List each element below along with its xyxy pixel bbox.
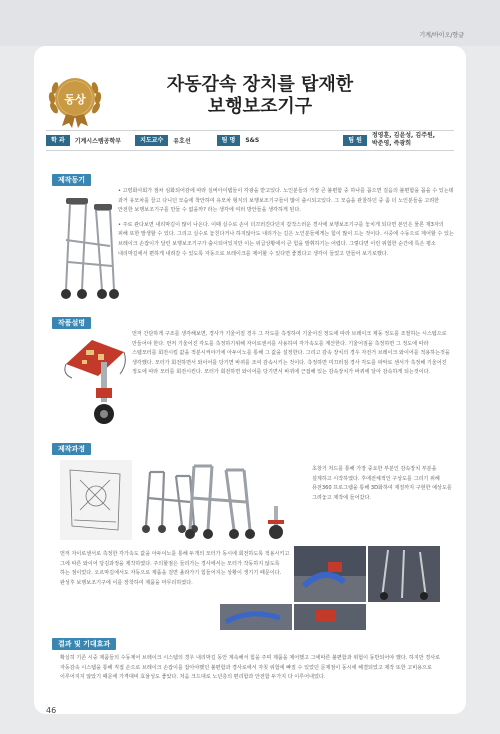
section-heading-description: 작품설명 <box>52 317 91 329</box>
award-label: 동상 <box>64 93 86 106</box>
motivation-text <box>118 187 454 259</box>
assembly-photo-2 <box>368 546 440 602</box>
section-heading-results: 결과 및 기대효과 <box>52 638 116 650</box>
assembly-photo-1 <box>294 546 366 602</box>
advisor-value: 유호선 <box>173 137 191 145</box>
section-heading-process: 제작과정 <box>52 443 91 455</box>
members-line-1: 정영훈, 김윤성, 김주원, <box>371 132 436 139</box>
title-line-2: 보행보조기구 <box>207 96 313 117</box>
page-number: 46 <box>46 706 57 715</box>
top-band <box>0 0 500 46</box>
motivation-paragraph-2: • 주로 관다보면 내리막길이 많이 나온다. 이때 실수로 손이 더끄러진다던지 갑작스러운 경사에 보행보조기구를 놓치게 되다면 본인은 물론 제3자의 피해 또한 발생할 수 있다. 그리고 실수로 놓친다거나 하지않아도 내리가는 길은 노인분들에게는 힘이 많이 드는 것이다. 시중에 수동으로 제어할 수 있는 브레이크 손잡이가 달린 보행보조기구가 출시되어있지만 이는 위급상황에서 큰 힘을 발휘하기는 어렵다. 그렇다면 이런 위험한 순간에 특은 평소 내리막길에서 편하게 내려갈 수 있도록 자동으로 브레이크를 제어할 수 있다면 좋겠다고 생각이 들었고 만들어 보기로했다. <box>118 221 454 257</box>
members-line-2: 박준영, 즉광희 <box>371 140 412 147</box>
3d-model-large <box>180 462 256 540</box>
description-paragraph-1: 먼저 간단하게 구조를 생각해보면, 경사가 기울어질 경우 그 각도를 측정하여 기울어진 정도에 따라 브레이크 제동 정도를 조절하는 시스템으로 만들어야 한다. 먼저 기울어진 각도를 측정하기위해 자이로센서를 사용하여 각가속도를 계산한다. 기울어짐을 측정하면 그 정도에 따라 스텝모터를 회전시킬 값을 적분시켜야기에 아두이노를 통해 그 값을 설정한다. 그리고 감속 장치의 경우 자전거 브레이크 와이어를 적용하는것을 생각했다. 모터가 회전하면서 와이어를 당기면 바퀴를 조여 감속시키는 것이다. 측정하면 미끄러짐 경사 각도를 파악로 센서가 측정해 기울어진 정도에 따라 모터를 회전시킨다. 모터가 회전하면 와이어를 당기면서 바퀴에 근접해 있는 감속장치가 바퀴에 달아 감속하게 되는것이다. <box>132 331 450 376</box>
wheel-mechanism-photo <box>84 362 124 426</box>
assembly-photo-3 <box>220 604 292 630</box>
process-text-2 <box>60 550 290 588</box>
team-label: 팀 명 <box>217 135 241 146</box>
members-value <box>372 132 435 148</box>
advisor-label: 지도교수 <box>135 135 168 146</box>
title-line-1: 자동감속 장치를 탑재한 <box>166 74 354 95</box>
process-text-1 <box>312 465 454 503</box>
wheel-part-model <box>262 506 290 540</box>
page-title <box>110 74 410 118</box>
team-value: S&S <box>245 136 260 144</box>
walker-illustration <box>56 190 120 308</box>
members-label: 팀 원 <box>343 135 367 146</box>
assembly-photo-4 <box>294 604 366 630</box>
results-paragraph-1: 확실히 기존 시중 제품들의 수동제어 브레이크 시스템의 경우 내리막길 동안 계속해서 힘을 주며 제품을 제어했고 그에따른 불편함과 위험이 동반되어야 했다. 하지만 경사로 자동감속 시스템을 통해 직접 손으로 브레이크 손잡이를 잡아야했던 불편함과 경사로에서 자칫 위험에 빠질 수 있었던 문제점이 동시에 해결되었고 제작 또한 고비용으로 이루어지지 않았기 때문에 가격대비 효율성도 좋았다. 처음 크드대로 노년층의 편리함과 안전함 두가지 다 이루어내었다. <box>60 655 441 681</box>
process-paragraph-2: 먼저 자이로센서로 측정한 각가속도 값을 아두이노를 통해 두개의 모터가 동시에 회전하도록 적용시키고 그에 따른 와이어 당김과정을 제작하였다. 주의할점은 들리가는 경사에서는 모터가 작동하지 않도록 하는 점이었다. 오르막길에서도 자동으로 제품을 걸면 올라가기 힘들어지는 상황이 생기기 때문이다. 완성후 보행보조기구에 이를 장착하여 제품을 마무리하였다. <box>60 551 290 586</box>
motivation-paragraph-1: • 고령화사회가 점차 심화되어감에 따라 실버아이템들이 각광을 받고있다. 노인분들의 가장 큰 불편함 중 하나를 꼽으면 걸음의 불편함을 꼽을 수 있는데 과거 유모차를 끌고 다니던 모습에 착안하여 유모차 형식의 보행보조기구들이 많이 출시되고있다. 그 모습을 관찰하던 중 좀 더 노인분들을 고려한 안전한 보행보조기구를 만들 수 없을까? 라는 생각에 여러 방안들을 생각하게 된다. <box>118 188 454 214</box>
sketch-drawing-photo <box>60 460 132 540</box>
info-bottom-divider <box>46 150 454 151</box>
process-paragraph-1: 초창기 처드를 통해 가장 중요한 부분인 감속장치 부분을 설계하고 시작하였다. 후에전체적인 구상도를 그리기 위해 퓨전360 프로그램을 통해 3D화하여 재질까지 구현한 예상도를 그려놓고 제작에 들어갔다. <box>312 466 452 501</box>
section-heading-motivation: 제작동기 <box>52 174 91 186</box>
category-label: 기계/바이오/향글 <box>419 32 464 39</box>
dept-label: 학 과 <box>46 135 70 146</box>
results-text <box>60 654 454 683</box>
description-text <box>132 330 454 378</box>
dept-value: 기계시스템공학부 <box>74 137 122 145</box>
info-bar <box>46 131 454 149</box>
